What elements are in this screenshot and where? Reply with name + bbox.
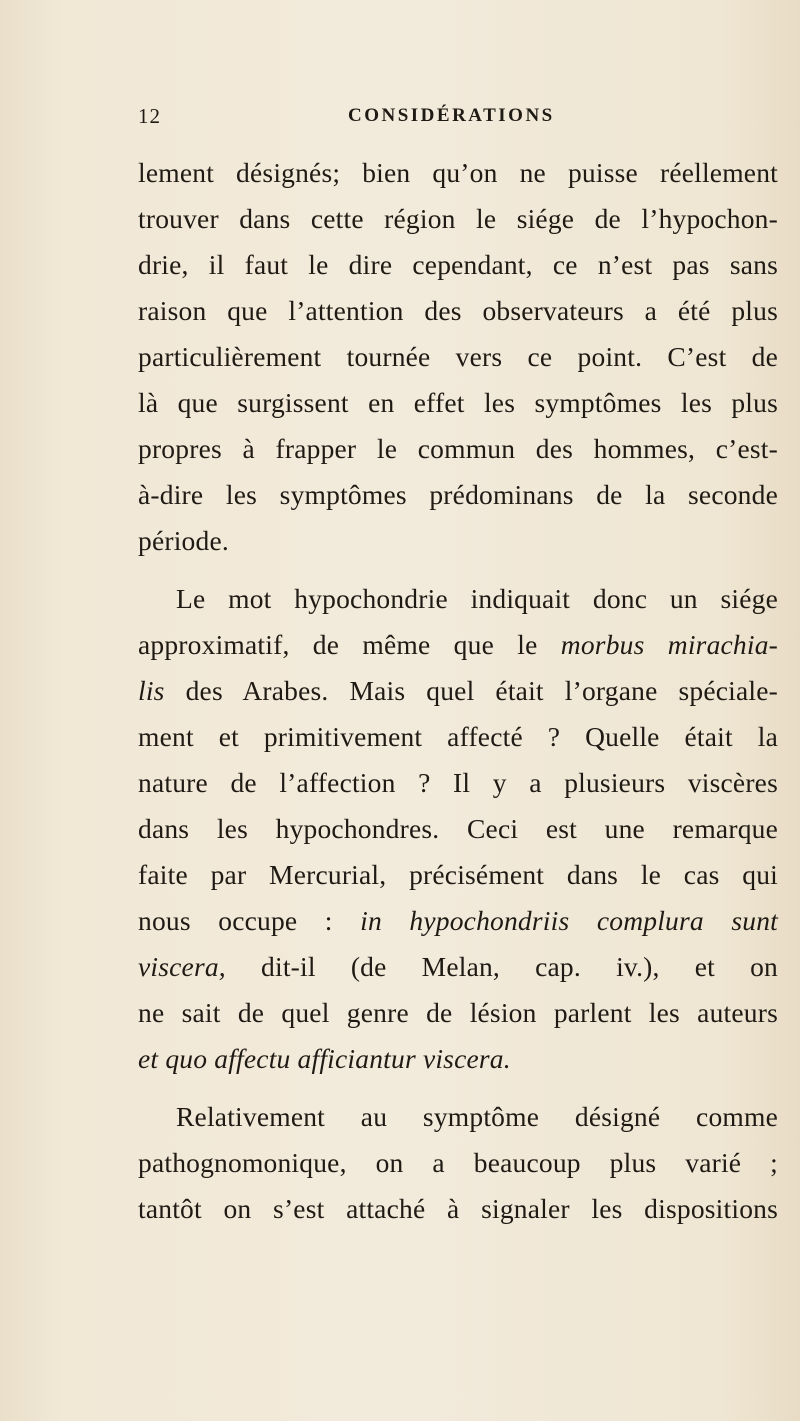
paragraph-gap [138,564,778,576]
text-line [138,668,778,714]
text-line [138,898,778,944]
italic-latin-phrase: morbus mirachia- [560,629,779,660]
italic-latin-phrase: viscera, [138,951,226,982]
text-line [138,1036,778,1082]
text-span: nous occupe : [138,905,333,936]
text-span: dit-il (de Melan, cap. iv.), et on [261,951,778,982]
paragraph-3 [138,1094,778,1232]
text-line: nature de l’affection ? Il y a plusieurs viscères [138,767,778,798]
text-line: drie, il faut le dire cependant, ce n’est pas sans [138,249,778,280]
text-line: ne sait de quel genre de lésion parlent les auteurs [138,997,778,1028]
paragraph-1 [138,150,778,564]
text-line: lement désignés; bien qu’on ne puisse réellement [138,157,778,188]
text-line: raison que l’attention des observateurs a été plus [138,295,778,326]
text-line: ment et primitivement affecté ? Quelle était la [138,721,778,752]
italic-latin-phrase: in hypochondriis complura sunt [360,905,778,936]
text-line: période. [138,525,229,556]
text-line: trouver dans cette région le siége de l’hypochon- [138,203,778,234]
running-title: CONSIDÉRATIONS [348,105,555,126]
text-line: dans les hypochondres. Ceci est une remarque [138,813,778,844]
paragraph-2 [138,576,778,1082]
italic-latin-phrase: lis [138,675,165,706]
text-line: Relativement au symptôme désigné comme [176,1101,778,1132]
text-line: faite par Mercurial, précisément dans le cas qui [138,859,778,890]
text-line: propres à frapper le commun des hommes, c’est- [138,433,778,464]
italic-latin-phrase: et quo affectu afficiantur viscera. [138,1043,511,1074]
page-header [138,104,778,134]
text-line [138,622,778,668]
text-line: à-dire les symptômes prédominans de la seconde [138,479,778,510]
body-text [138,150,778,1232]
text-line [138,944,778,990]
text-line: pathognomonique, on a beaucoup plus varié ; [138,1147,778,1178]
text-line: particulièrement tournée vers ce point. C’est de [138,341,778,372]
text-span: approximatif, de même que le [138,629,538,660]
page-number: 12 [138,104,161,128]
text-line: Le mot hypochondrie indiquait donc un siége [176,583,778,614]
text-line: là que surgissent en effet les symptômes les plus [138,387,778,418]
text-line: tantôt on s’est attaché à signaler les dispositions [138,1193,778,1224]
paragraph-gap [138,1082,778,1094]
text-span: des Arabes. Mais quel était l’organe spéciale- [185,675,778,706]
